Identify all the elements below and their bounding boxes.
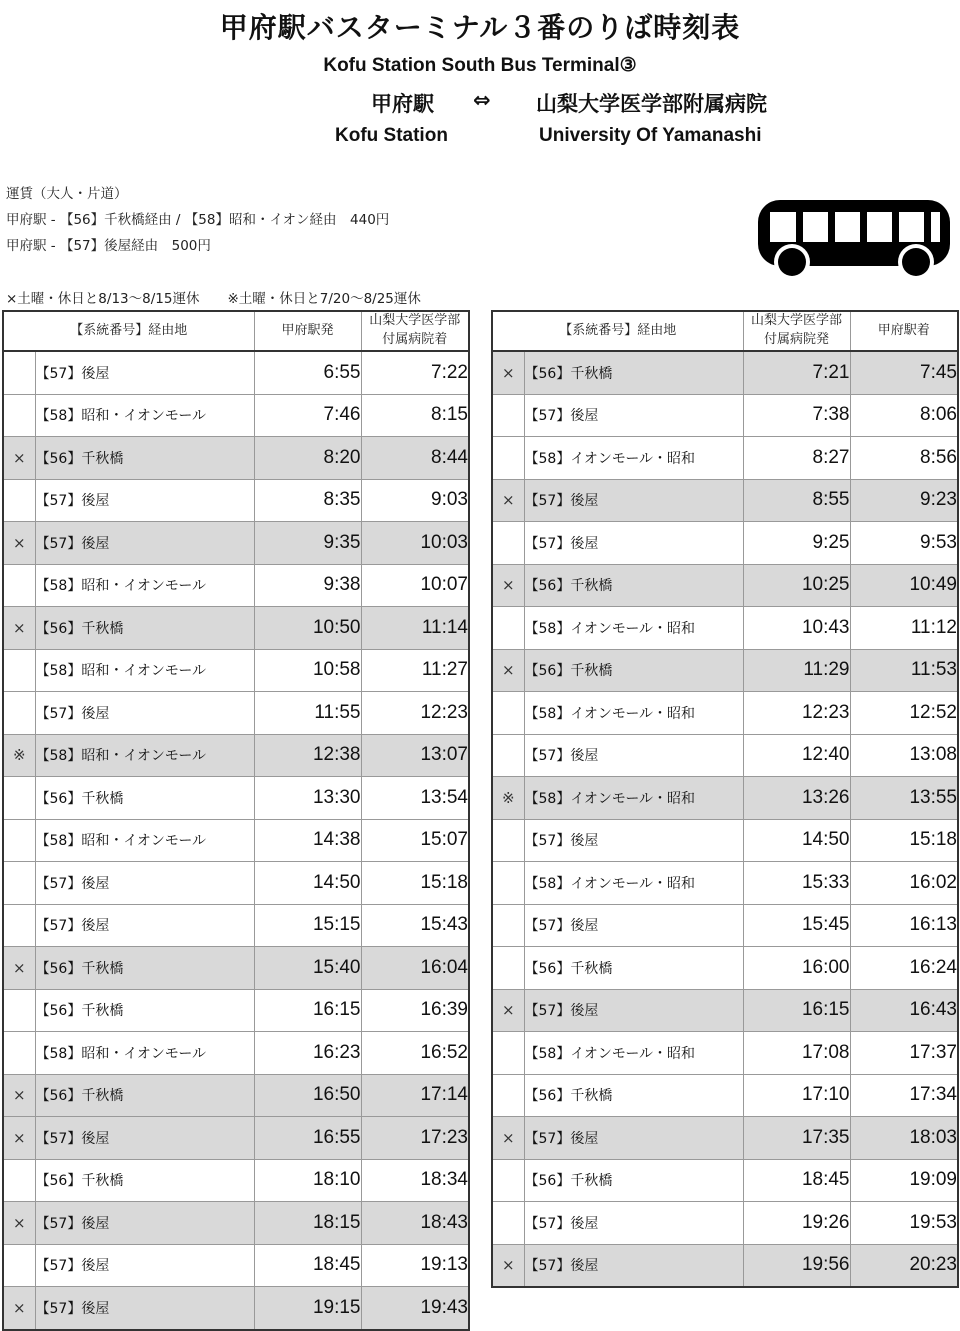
arrive-time: 13:08 xyxy=(850,734,958,777)
depart-time: 10:58 xyxy=(254,649,361,692)
service-mark xyxy=(3,777,35,820)
depart-time: 12:38 xyxy=(254,734,361,777)
route-via: 【56】千秋橋 xyxy=(524,1074,743,1117)
depart-time: 7:21 xyxy=(743,351,850,394)
service-mark: × xyxy=(3,607,35,650)
route-via: 【57】後屋 xyxy=(524,989,743,1032)
depart-time: 11:55 xyxy=(254,692,361,735)
bus-icon xyxy=(756,198,952,282)
depart-time: 14:50 xyxy=(254,862,361,905)
route-via: 【57】後屋 xyxy=(35,351,254,394)
note-cross: ×土曜・休日と8/13〜8/15運休 xyxy=(6,291,200,307)
route-via: 【58】昭和・イオンモール xyxy=(35,649,254,692)
timetable-row xyxy=(492,437,958,480)
timetable-row xyxy=(492,564,958,607)
depart-time: 12:40 xyxy=(743,734,850,777)
header-arrive: 山梨大学医学部 付属病院着 xyxy=(361,311,469,351)
route-via: 【58】昭和・イオンモール xyxy=(35,819,254,862)
arrive-time: 11:12 xyxy=(850,607,958,650)
depart-time: 9:35 xyxy=(254,522,361,565)
depart-time: 13:26 xyxy=(743,777,850,820)
arrive-time: 16:13 xyxy=(850,904,958,947)
depart-time: 17:35 xyxy=(743,1117,850,1160)
arrive-time: 12:52 xyxy=(850,692,958,735)
service-mark: × xyxy=(3,1117,35,1160)
arrive-time: 19:13 xyxy=(361,1244,469,1287)
header-depart: 山梨大学医学部 付属病院発 xyxy=(743,311,850,351)
arrive-time: 16:04 xyxy=(361,947,469,990)
service-mark: × xyxy=(3,1287,35,1330)
route-via: 【57】後屋 xyxy=(35,1117,254,1160)
service-mark: × xyxy=(492,1244,524,1287)
depart-time: 9:38 xyxy=(254,564,361,607)
service-mark xyxy=(3,649,35,692)
timetable-row xyxy=(492,947,958,990)
arrive-time: 10:07 xyxy=(361,564,469,607)
service-mark xyxy=(492,692,524,735)
destination-name-en: University Of Yamanashi xyxy=(539,125,762,146)
depart-time: 16:15 xyxy=(743,989,850,1032)
arrive-time: 19:09 xyxy=(850,1159,958,1202)
service-mark xyxy=(3,1159,35,1202)
timetable-row xyxy=(3,734,469,777)
arrive-time: 10:49 xyxy=(850,564,958,607)
inbound-timetable xyxy=(491,310,959,1288)
arrive-time: 15:07 xyxy=(361,819,469,862)
depart-time: 14:38 xyxy=(254,819,361,862)
arrive-time: 18:34 xyxy=(361,1159,469,1202)
route-via: 【56】千秋橋 xyxy=(35,607,254,650)
timetable-row xyxy=(492,1032,958,1075)
route-via: 【57】後屋 xyxy=(524,1244,743,1287)
arrive-time: 19:43 xyxy=(361,1287,469,1330)
service-mark xyxy=(492,607,524,650)
depart-time: 16:15 xyxy=(254,989,361,1032)
origin-name-en: Kofu Station xyxy=(335,125,448,146)
depart-time: 12:23 xyxy=(743,692,850,735)
depart-time: 8:20 xyxy=(254,437,361,480)
arrive-time: 9:53 xyxy=(850,522,958,565)
arrive-time: 11:53 xyxy=(850,649,958,692)
timetable-row xyxy=(492,479,958,522)
route-via: 【58】昭和・イオンモール xyxy=(35,1032,254,1075)
route-via: 【57】後屋 xyxy=(524,1117,743,1160)
header-via: 【系統番号】経由地 xyxy=(3,311,254,351)
arrive-time: 7:22 xyxy=(361,351,469,394)
route-via: 【57】後屋 xyxy=(35,1287,254,1330)
depart-time: 19:26 xyxy=(743,1202,850,1245)
depart-time: 10:43 xyxy=(743,607,850,650)
depart-time: 6:55 xyxy=(254,351,361,394)
timetable-row xyxy=(3,351,469,394)
arrive-time: 16:24 xyxy=(850,947,958,990)
service-mark xyxy=(492,862,524,905)
arrive-time: 16:39 xyxy=(361,989,469,1032)
timetable-row xyxy=(3,904,469,947)
depart-time: 7:38 xyxy=(743,394,850,437)
service-mark xyxy=(3,1032,35,1075)
arrive-time: 15:18 xyxy=(361,862,469,905)
destination-name-jp: 山梨大学医学部附属病院 xyxy=(536,92,767,116)
timetable-row xyxy=(492,1202,958,1245)
timetable-row xyxy=(3,394,469,437)
depart-time: 19:15 xyxy=(254,1287,361,1330)
timetable-row xyxy=(3,607,469,650)
depart-time: 8:27 xyxy=(743,437,850,480)
route-arrow: ⇔ xyxy=(473,88,491,112)
arrive-time: 13:07 xyxy=(361,734,469,777)
service-mark: × xyxy=(492,564,524,607)
arrive-time: 8:44 xyxy=(361,437,469,480)
fare-line-2: 甲府駅 - 【57】後屋経由 500円 xyxy=(6,238,211,254)
route-via: 【58】イオンモール・昭和 xyxy=(524,1032,743,1075)
timetable-row xyxy=(3,1074,469,1117)
arrive-time: 9:23 xyxy=(850,479,958,522)
service-mark: × xyxy=(492,649,524,692)
service-mark: × xyxy=(492,989,524,1032)
route-via: 【57】後屋 xyxy=(35,1244,254,1287)
depart-time: 8:55 xyxy=(743,479,850,522)
service-mark xyxy=(492,522,524,565)
arrive-time: 10:03 xyxy=(361,522,469,565)
timetable-row xyxy=(3,692,469,735)
depart-time: 10:50 xyxy=(254,607,361,650)
depart-time: 11:29 xyxy=(743,649,850,692)
timetable-row xyxy=(3,522,469,565)
page-title: 甲府駅バスターミナル３番のりば時刻表 xyxy=(219,11,741,44)
route-via: 【57】後屋 xyxy=(524,904,743,947)
route-via: 【56】千秋橋 xyxy=(524,649,743,692)
service-mark xyxy=(492,947,524,990)
route-via: 【57】後屋 xyxy=(35,692,254,735)
route-via: 【57】後屋 xyxy=(35,522,254,565)
route-via: 【58】昭和・イオンモール xyxy=(35,734,254,777)
service-mark xyxy=(3,989,35,1032)
route-via: 【58】昭和・イオンモール xyxy=(35,394,254,437)
timetable-row xyxy=(3,947,469,990)
timetable-row xyxy=(492,1074,958,1117)
service-mark xyxy=(492,1074,524,1117)
depart-time: 18:45 xyxy=(254,1244,361,1287)
arrive-time: 17:23 xyxy=(361,1117,469,1160)
timetable-row xyxy=(3,437,469,480)
timetable-row xyxy=(3,1287,469,1330)
timetable-row xyxy=(492,777,958,820)
service-mark: × xyxy=(3,1202,35,1245)
route-via: 【57】後屋 xyxy=(524,522,743,565)
timetable-row xyxy=(492,862,958,905)
route-via: 【57】後屋 xyxy=(35,479,254,522)
arrive-time: 16:43 xyxy=(850,989,958,1032)
depart-time: 7:46 xyxy=(254,394,361,437)
route-via: 【57】後屋 xyxy=(524,394,743,437)
timetable-row xyxy=(3,1159,469,1202)
arrive-time: 8:15 xyxy=(361,394,469,437)
depart-time: 15:40 xyxy=(254,947,361,990)
timetable-row xyxy=(492,989,958,1032)
route-via: 【56】千秋橋 xyxy=(35,777,254,820)
arrive-time: 11:14 xyxy=(361,607,469,650)
legend-notes xyxy=(6,287,421,307)
depart-time: 16:55 xyxy=(254,1117,361,1160)
arrive-time: 7:45 xyxy=(850,351,958,394)
depart-time: 18:15 xyxy=(254,1202,361,1245)
route-via: 【56】千秋橋 xyxy=(35,1159,254,1202)
timetable-row xyxy=(3,862,469,905)
timetable-row xyxy=(3,777,469,820)
arrive-time: 17:37 xyxy=(850,1032,958,1075)
timetable-row xyxy=(492,607,958,650)
route-via: 【57】後屋 xyxy=(35,1202,254,1245)
timetable-row xyxy=(492,351,958,394)
arrive-time: 20:23 xyxy=(850,1244,958,1287)
service-mark xyxy=(3,819,35,862)
route-via: 【57】後屋 xyxy=(35,862,254,905)
depart-time: 10:25 xyxy=(743,564,850,607)
service-mark xyxy=(3,394,35,437)
service-mark: × xyxy=(3,437,35,480)
route-via: 【58】イオンモール・昭和 xyxy=(524,692,743,735)
outbound-timetable xyxy=(2,310,470,1331)
arrive-time: 17:14 xyxy=(361,1074,469,1117)
route-via: 【57】後屋 xyxy=(524,734,743,777)
depart-time: 18:10 xyxy=(254,1159,361,1202)
arrive-time: 16:02 xyxy=(850,862,958,905)
timetable-row xyxy=(492,904,958,947)
service-mark xyxy=(3,862,35,905)
arrive-time: 12:23 xyxy=(361,692,469,735)
route-via: 【56】千秋橋 xyxy=(524,351,743,394)
timetable-row xyxy=(3,649,469,692)
service-mark xyxy=(3,479,35,522)
service-mark: × xyxy=(492,1117,524,1160)
route-via: 【57】後屋 xyxy=(524,819,743,862)
service-mark: × xyxy=(492,479,524,522)
depart-time: 19:56 xyxy=(743,1244,850,1287)
timetable-row xyxy=(3,989,469,1032)
depart-time: 8:35 xyxy=(254,479,361,522)
depart-time: 15:45 xyxy=(743,904,850,947)
header-depart: 甲府駅発 xyxy=(254,311,361,351)
timetable-row xyxy=(3,819,469,862)
service-mark: ※ xyxy=(3,734,35,777)
origin-name-jp: 甲府駅 xyxy=(371,92,434,116)
timetable-row xyxy=(492,819,958,862)
route-via: 【57】後屋 xyxy=(35,904,254,947)
depart-time: 9:25 xyxy=(743,522,850,565)
arrive-time: 9:03 xyxy=(361,479,469,522)
arrive-time: 19:53 xyxy=(850,1202,958,1245)
service-mark xyxy=(492,1202,524,1245)
depart-time: 14:50 xyxy=(743,819,850,862)
service-mark xyxy=(492,1032,524,1075)
depart-time: 13:30 xyxy=(254,777,361,820)
arrive-time: 11:27 xyxy=(361,649,469,692)
depart-time: 15:33 xyxy=(743,862,850,905)
timetable-row xyxy=(492,1159,958,1202)
fare-line-1: 甲府駅 - 【56】千秋橋経由 / 【58】昭和・イオン経由 440円 xyxy=(6,212,390,228)
route-via: 【56】千秋橋 xyxy=(524,947,743,990)
arrive-time: 18:03 xyxy=(850,1117,958,1160)
arrive-time: 13:55 xyxy=(850,777,958,820)
header-via: 【系統番号】経由地 xyxy=(492,311,743,351)
timetable-row xyxy=(492,1244,958,1287)
page-subtitle: Kofu Station South Bus Terminal③ xyxy=(323,55,637,76)
service-mark xyxy=(492,819,524,862)
service-mark: ※ xyxy=(492,777,524,820)
route-via: 【56】千秋橋 xyxy=(35,1074,254,1117)
service-mark xyxy=(492,394,524,437)
route-via: 【57】後屋 xyxy=(524,479,743,522)
timetable-row xyxy=(3,1032,469,1075)
timetable-row xyxy=(492,522,958,565)
service-mark xyxy=(3,904,35,947)
timetable-row xyxy=(492,1117,958,1160)
timetable-row xyxy=(492,692,958,735)
route-via: 【58】イオンモール・昭和 xyxy=(524,607,743,650)
route-via: 【58】イオンモール・昭和 xyxy=(524,862,743,905)
arrive-time: 8:06 xyxy=(850,394,958,437)
timetable-row xyxy=(3,564,469,607)
service-mark xyxy=(492,1159,524,1202)
header-arrive: 甲府駅着 xyxy=(850,311,958,351)
depart-time: 16:23 xyxy=(254,1032,361,1075)
service-mark xyxy=(492,437,524,480)
route-via: 【56】千秋橋 xyxy=(524,564,743,607)
depart-time: 15:15 xyxy=(254,904,361,947)
depart-time: 17:08 xyxy=(743,1032,850,1075)
timetable-row xyxy=(492,734,958,777)
timetable-row xyxy=(3,1117,469,1160)
arrive-time: 17:34 xyxy=(850,1074,958,1117)
service-mark xyxy=(3,1244,35,1287)
arrive-time: 16:52 xyxy=(361,1032,469,1075)
service-mark xyxy=(3,692,35,735)
route-via: 【56】千秋橋 xyxy=(35,947,254,990)
route-via: 【58】イオンモール・昭和 xyxy=(524,437,743,480)
service-mark: × xyxy=(3,522,35,565)
route-via: 【58】イオンモール・昭和 xyxy=(524,777,743,820)
service-mark xyxy=(492,734,524,777)
depart-time: 18:45 xyxy=(743,1159,850,1202)
timetable-row xyxy=(3,479,469,522)
depart-time: 16:00 xyxy=(743,947,850,990)
arrive-time: 13:54 xyxy=(361,777,469,820)
timetable-row xyxy=(3,1202,469,1245)
service-mark: × xyxy=(3,947,35,990)
arrive-time: 18:43 xyxy=(361,1202,469,1245)
arrive-time: 8:56 xyxy=(850,437,958,480)
route-via: 【56】千秋橋 xyxy=(35,437,254,480)
timetable-row xyxy=(492,649,958,692)
arrive-time: 15:43 xyxy=(361,904,469,947)
depart-time: 16:50 xyxy=(254,1074,361,1117)
fare-heading: 運賃（大人・片道） xyxy=(6,186,128,202)
route-via: 【56】千秋橋 xyxy=(35,989,254,1032)
route-via: 【56】千秋橋 xyxy=(524,1159,743,1202)
timetable-row xyxy=(3,1244,469,1287)
route-via: 【57】後屋 xyxy=(524,1202,743,1245)
route-via: 【58】昭和・イオンモール xyxy=(35,564,254,607)
service-mark xyxy=(3,564,35,607)
service-mark xyxy=(492,904,524,947)
timetable-row xyxy=(492,394,958,437)
note-asterisk: ※土曜・休日と7/20〜8/25運休 xyxy=(227,291,421,307)
service-mark: × xyxy=(3,1074,35,1117)
service-mark: × xyxy=(492,351,524,394)
depart-time: 17:10 xyxy=(743,1074,850,1117)
arrive-time: 15:18 xyxy=(850,819,958,862)
service-mark xyxy=(3,351,35,394)
